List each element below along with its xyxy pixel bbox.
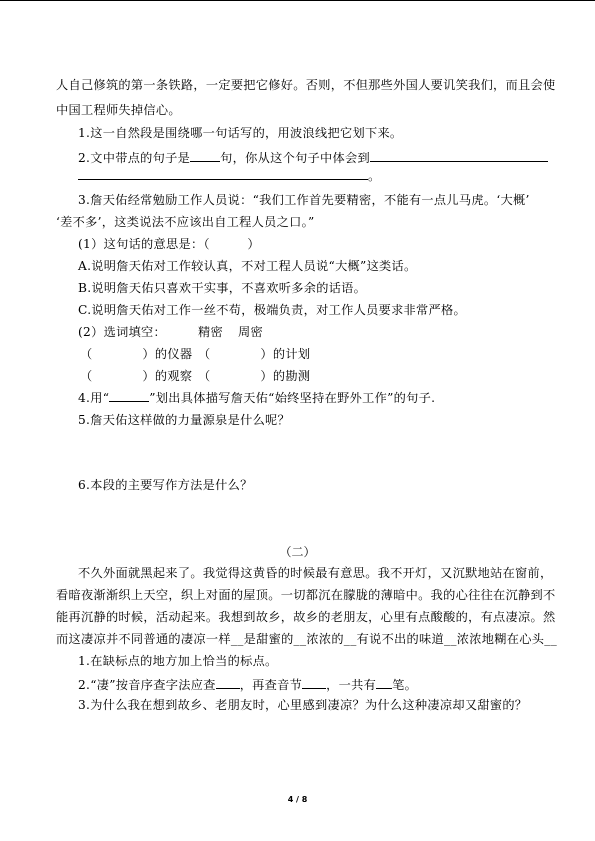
- section-title: （二）: [279, 545, 316, 559]
- paragraph-line[interactable]: 而这凄凉并不同普通的凄凉一样__是甜蜜的__浓浓的__有说不出的味道__浓浓地糊在心头__: [56, 632, 557, 646]
- option-b[interactable]: B.说明詹天佑只喜欢干实事，不喜欢听多余的话语。: [78, 281, 367, 295]
- question-2: [78, 148, 548, 166]
- question-2: [78, 675, 417, 693]
- question-4-text-a: 4.用“: [78, 391, 110, 405]
- question-4: [78, 390, 435, 406]
- page-number: 4 / 8: [287, 795, 308, 804]
- question-3-part-1: (1）这句话的意思是：（ ）: [78, 237, 260, 251]
- word-choice-2: 周密: [238, 325, 263, 339]
- question-2-text-c: 。: [368, 169, 381, 183]
- question-3-part-2: (2）选词填空：: [78, 325, 167, 339]
- paragraph-line: 看暗夜渐渐织上天空，织上对面的屋顶。一切都沉在朦胧的薄暗中。我的心往往在沉静到不: [56, 588, 556, 602]
- question-5: 5.詹天佑这样做的力量源泉是什么呢？: [78, 413, 291, 427]
- paragraph-line: 不久外面就黑起来了。我觉得这黄昏的时候最有意思。我不开灯，又沉默地站在窗前，: [78, 566, 553, 580]
- fill-item[interactable]: （ ）的仪器: [80, 347, 193, 361]
- question-1: 1.这一自然段是围绕哪一句话写的，用波浪线把它划下来。: [78, 126, 403, 140]
- question-2-text-b: 句，你从这个句子中体会到: [220, 151, 370, 165]
- answer-blank[interactable]: [376, 675, 392, 689]
- fill-item[interactable]: （ ）的计划: [198, 347, 311, 361]
- question-2-text-a: 2.“凄”按音序查字法应查: [78, 678, 216, 692]
- answer-blank[interactable]: [190, 148, 220, 162]
- answer-blank[interactable]: [216, 675, 240, 689]
- question-2-text-b: ，再查音节: [239, 678, 303, 692]
- question-3: 3.詹天佑经常勉励工作人员说：“我们工作首先要精密，不能有一点儿马虎。‘大概’: [78, 193, 530, 207]
- answer-blank[interactable]: [302, 675, 326, 689]
- paragraph-line: 中国工程师失掉信心。: [56, 103, 181, 117]
- answer-blank[interactable]: [370, 148, 548, 162]
- question-4-text-b: ”划出具体描写詹天佑“始终坚持在野外工作”的句子.: [149, 391, 436, 405]
- paragraph-line: 人自己修筑的第一条铁路，一定要把它修好。否则，不但那些外国人要讥笑我们，而且会使: [56, 78, 556, 92]
- question-2-text-a: 2.文中带点的句子是: [78, 151, 191, 165]
- fill-item[interactable]: （ ）的观察: [80, 369, 193, 383]
- word-choice-1: 精密: [198, 325, 223, 339]
- question-3: 3.为什么我在想到故乡、老朋友时，心里感到凄凉？为什么这种凄凉却又甜蜜的？: [78, 698, 528, 712]
- paragraph-line: 能再沉静的时候，活动起来。我想到故乡，故乡的老朋友，心里有点酸酸的，有点凄凉。然: [56, 610, 556, 624]
- header-rule: [0, 0, 595, 1]
- fill-item[interactable]: （ ）的勘测: [198, 369, 311, 383]
- answer-blank[interactable]: [78, 166, 368, 180]
- question-2-text-d: 笔。: [392, 678, 418, 692]
- option-c[interactable]: C.说明詹天佑对工作一丝不苟，极端负责，对工作人员要求非常严格。: [78, 303, 466, 317]
- option-a[interactable]: A.说明詹天佑对工作较认真，不对工程人员说“大概”这类话。: [78, 259, 417, 273]
- question-2-text-c: ，一共有: [326, 678, 377, 692]
- underline-sample: [109, 393, 149, 402]
- question-2-continued: [78, 166, 381, 184]
- question-1: 1.在缺标点的地方加上恰当的标点。: [78, 654, 278, 668]
- question-6: 6.本段的主要写作方法是什么？: [78, 478, 253, 492]
- question-3-continued: ‘差不多’，这类说法不应该出自工程人员之口。”: [56, 215, 315, 229]
